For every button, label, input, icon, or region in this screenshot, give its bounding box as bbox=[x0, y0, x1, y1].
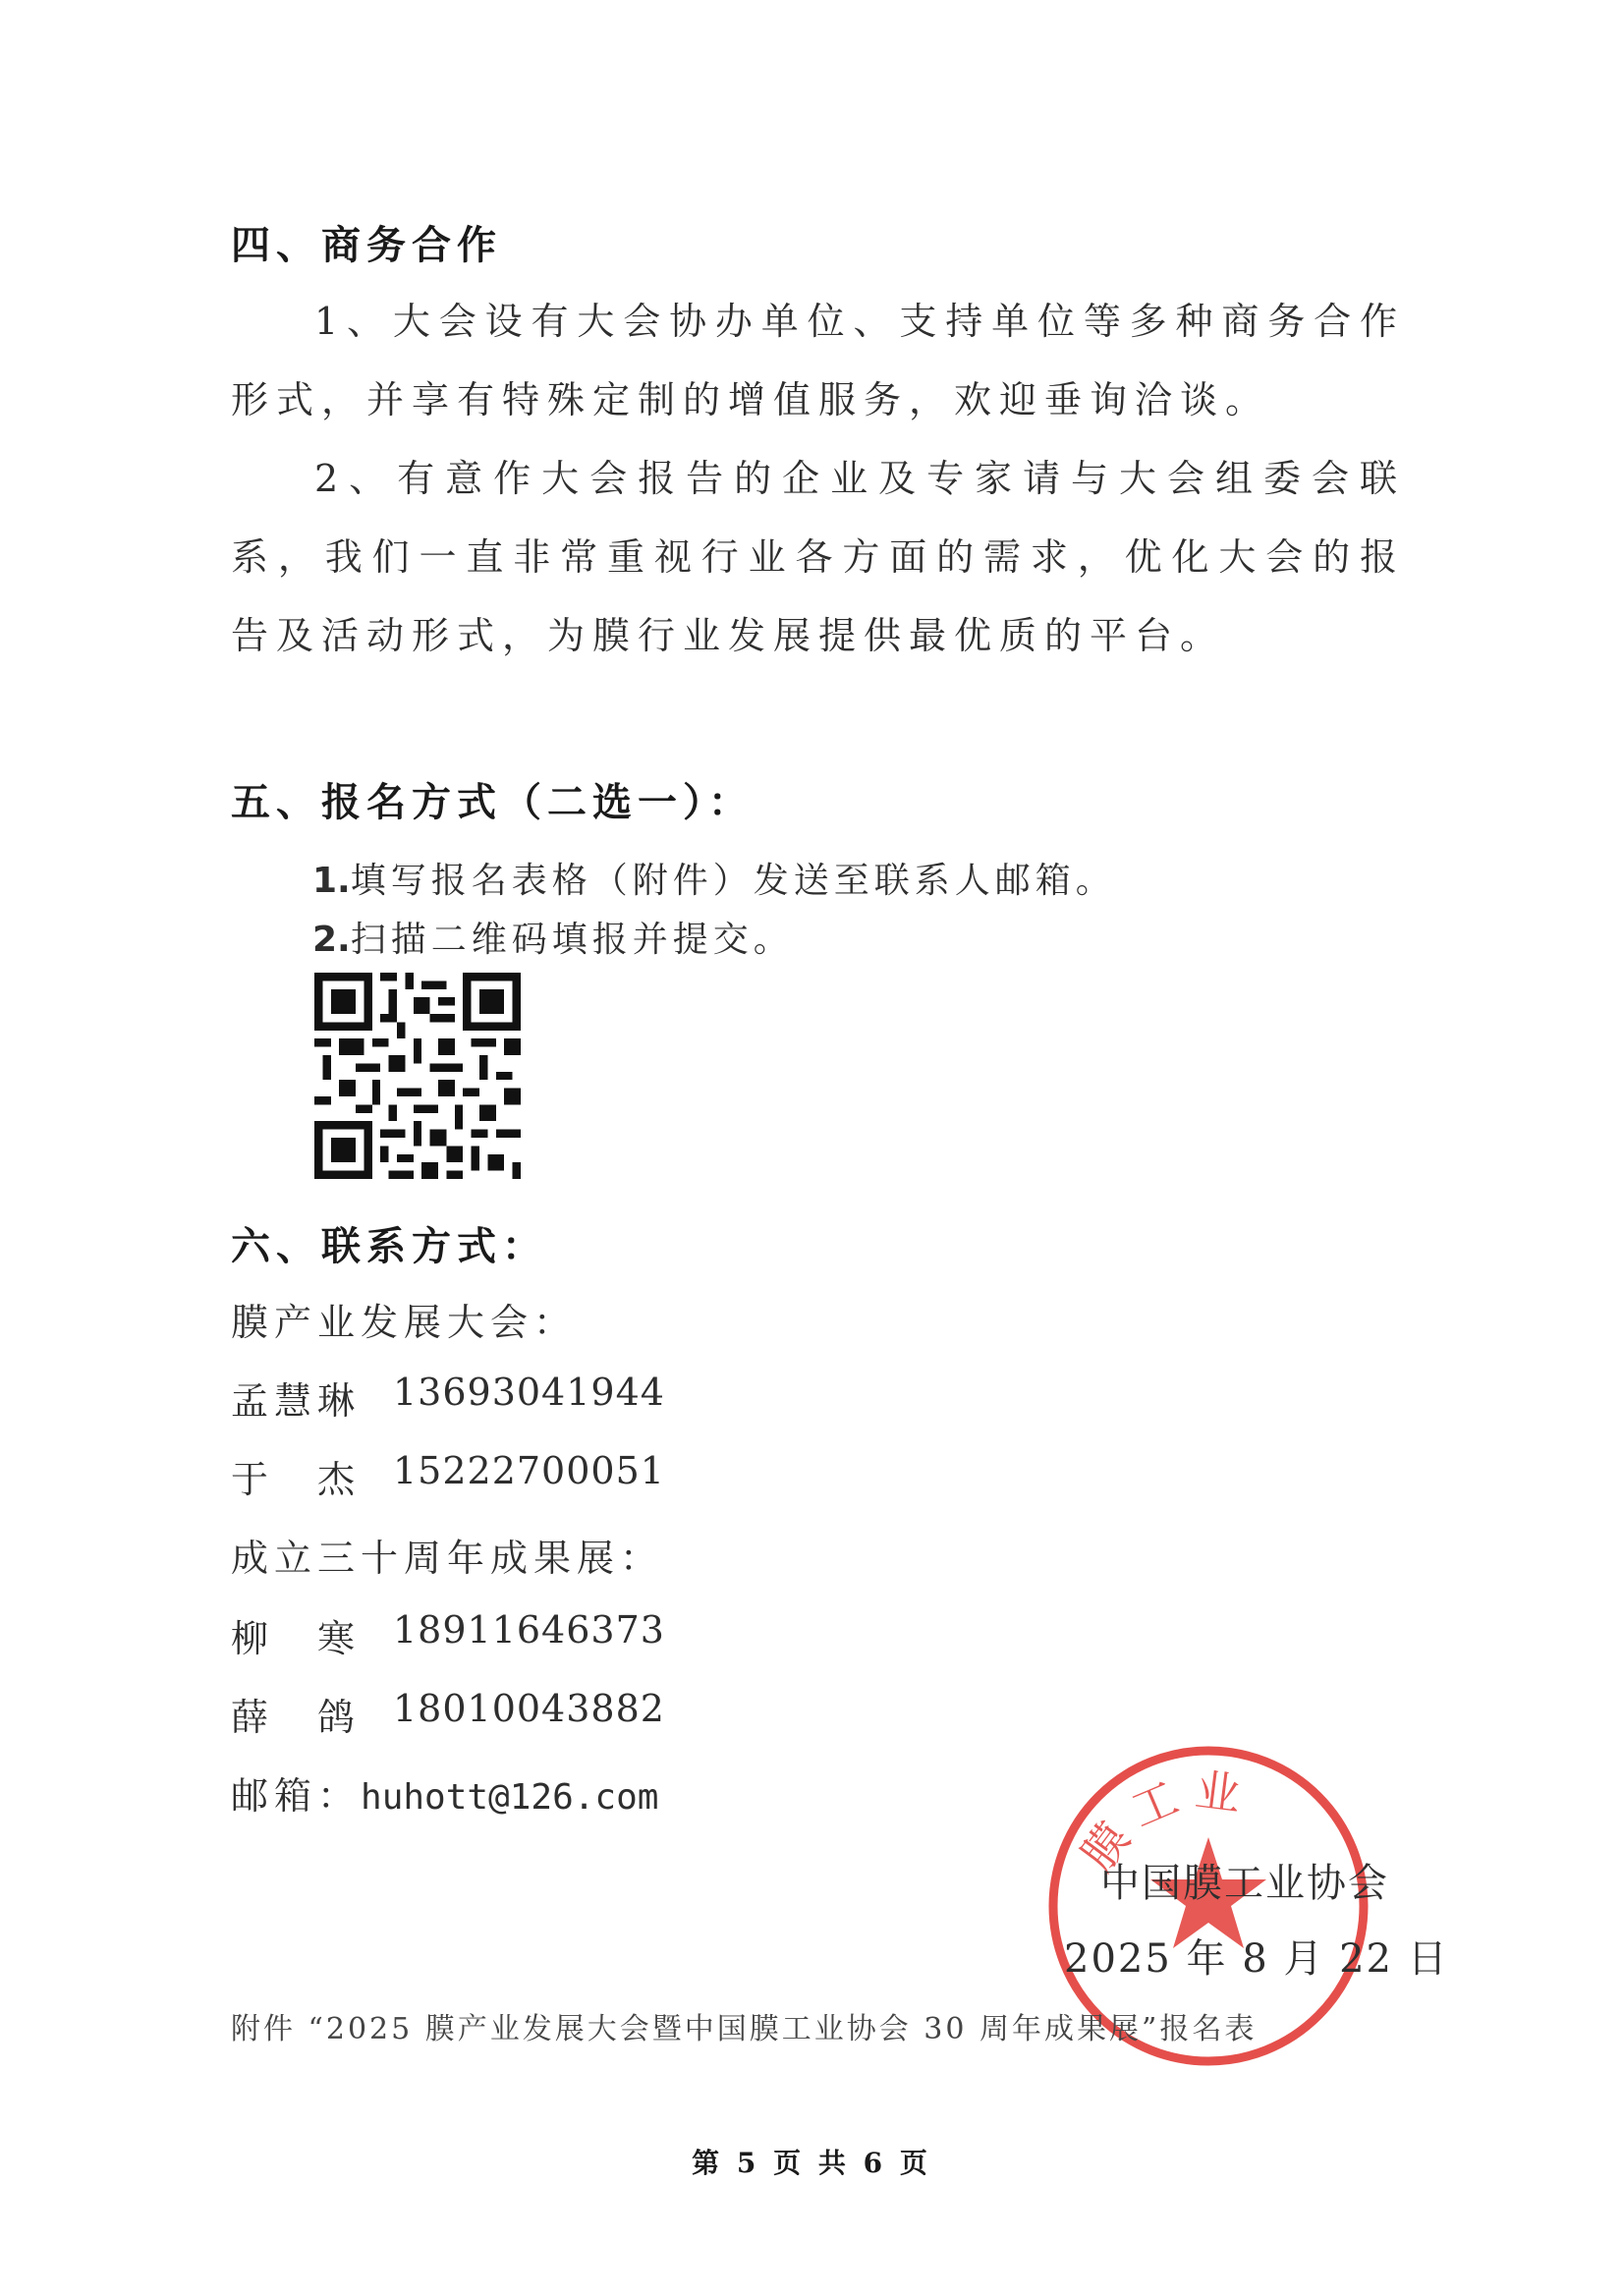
contact-name: 柳 寒 bbox=[231, 1617, 362, 1660]
attachment-note: 附件 “2025 膜产业发展大会暨中国膜工业协会 30 周年成果展”报名表 bbox=[231, 2012, 1258, 2046]
contact-group-title-conference: 膜产业发展大会： bbox=[231, 1301, 578, 1344]
contact-name: 孟慧琳 bbox=[231, 1379, 362, 1423]
registration-option-1 bbox=[312, 853, 1116, 903]
issuing-organization: 中国膜工业协会 bbox=[1100, 1861, 1389, 1906]
option-number: 1. bbox=[312, 861, 351, 901]
option-number: 2. bbox=[312, 920, 351, 960]
section-heading-registration: 五、报名方式（二选一）： bbox=[231, 779, 754, 825]
email-address[interactable]: huhott@126.com bbox=[361, 1777, 659, 1818]
contact-group-title-exhibition: 成立三十周年成果展： bbox=[231, 1537, 664, 1580]
option-text: 扫描二维码填报并提交。 bbox=[350, 920, 794, 960]
paragraph-text: 1、大会设有大会协办单位、支持单位等多种商务合作形式，并享有特殊定制的增值服务，欢迎垂询洽谈。 bbox=[231, 300, 1405, 421]
contact-name: 于 杰 bbox=[231, 1458, 362, 1501]
contact-name: 薛 鸽 bbox=[231, 1696, 362, 1739]
option-text: 填写报名表格（附件）发送至联系人邮箱。 bbox=[350, 861, 1116, 901]
issue-date: 2025 年 8 月 22 日 bbox=[1064, 1936, 1449, 1982]
email-line bbox=[231, 1765, 658, 1820]
contact-phone: 15222700051 bbox=[393, 1449, 665, 1492]
paragraph-cooperation-forms bbox=[231, 282, 1405, 439]
section-heading-contact: 六、联系方式： bbox=[231, 1223, 547, 1269]
section-heading-business: 四、商务合作 bbox=[231, 222, 502, 268]
email-label: 邮箱： bbox=[231, 1774, 362, 1818]
paragraph-text: 2、有意作大会报告的企业及专家请与大会组委会联系，我们一直非常重视行业各方面的需求，优化大会的报告及活动形式，为膜行业发展提供最优质的平台。 bbox=[231, 457, 1405, 657]
page-footer: 第 5 页 共 6 页 bbox=[692, 2147, 931, 2179]
seal-text: 膜工业 bbox=[1070, 1763, 1256, 1881]
registration-qr-code[interactable] bbox=[314, 973, 521, 1179]
contact-phone: 13693041944 bbox=[393, 1371, 665, 1414]
contact-phone: 18911646373 bbox=[393, 1608, 665, 1652]
paragraph-report-invitation bbox=[231, 439, 1405, 675]
contact-phone: 18010043882 bbox=[393, 1687, 665, 1730]
registration-option-2 bbox=[312, 912, 794, 962]
